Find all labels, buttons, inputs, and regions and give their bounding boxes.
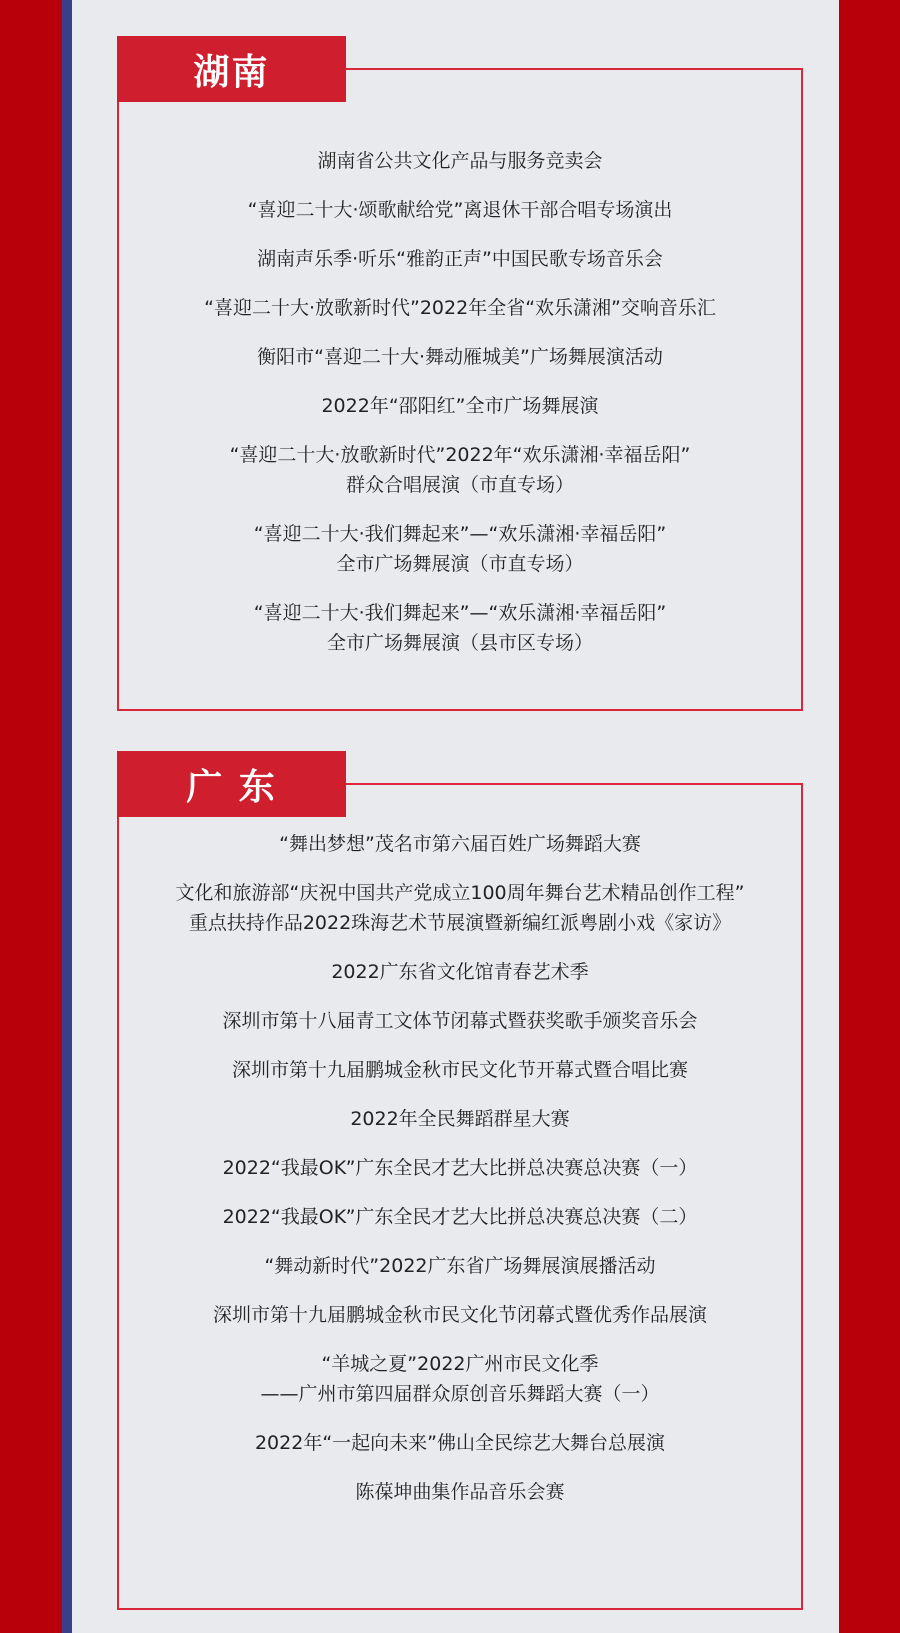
- list-item-line: “喜迎二十大·放歌新时代”2022年全省“欢乐潇湘”交响音乐汇: [204, 297, 716, 319]
- list-item: [257, 342, 663, 372]
- list-item: [355, 1477, 564, 1507]
- list-item-line: 全市广场舞展演（县市区专场）: [326, 632, 593, 654]
- list-item-line: 2022“我最OK”广东全民才艺大比拼总决赛总决赛（一）: [222, 1157, 698, 1179]
- list-item-line: 群众合唱展演（市直专场）: [345, 474, 574, 496]
- list-item-line: 深圳市第十九届鹏城金秋市民文化节闭幕式暨优秀作品展演: [212, 1304, 707, 1326]
- list-item-line: 深圳市第十八届青工文体节闭幕式暨获奖歌手颁奖音乐会: [222, 1010, 698, 1032]
- list-item: [260, 1349, 659, 1409]
- list-item-line: “喜迎二十大·我们舞起来”—“欢乐潇湘·幸福岳阳”: [253, 602, 667, 624]
- list-item: [254, 598, 666, 658]
- list-item-line: 衡阳市“喜迎二十大·舞动雁城美”广场舞展演活动: [257, 346, 663, 368]
- item-list: [117, 829, 803, 1507]
- list-item-line: 陈葆坤曲集作品音乐会赛: [355, 1481, 565, 1503]
- list-item-line: ——广州市第四届群众原创音乐舞蹈大赛（一）: [260, 1383, 660, 1405]
- list-item-line: 文化和旅游部“庆祝中国共产党成立100周年舞台艺术精品创作工程”: [175, 882, 745, 904]
- list-item-line: 湖南声乐季·听乐“雅韵正声”中国民歌专场音乐会: [257, 248, 663, 270]
- list-item: [230, 440, 691, 500]
- section-guangdong: [117, 751, 803, 1610]
- list-item: [222, 1006, 697, 1036]
- section-title: 广 东: [117, 751, 346, 817]
- list-item: [255, 1428, 665, 1458]
- list-item: [264, 1251, 655, 1281]
- list-item: [317, 146, 602, 176]
- list-item: [279, 829, 641, 859]
- list-item: [213, 1300, 707, 1330]
- section-title: 湖南: [117, 36, 346, 102]
- list-item-line: “羊城之夏”2022广州市民文化季: [321, 1353, 599, 1375]
- list-item-line: 2022年“邵阳红”全市广场舞展演: [321, 395, 599, 417]
- list-item-line: 湖南省公共文化产品与服务竞卖会: [317, 150, 603, 172]
- list-item: [204, 293, 716, 323]
- list-item: [248, 195, 673, 225]
- list-item-line: 2022年全民舞蹈群星大赛: [350, 1108, 570, 1130]
- list-item-line: 全市广场舞展演（市直专场）: [336, 553, 584, 575]
- list-item: [321, 391, 598, 421]
- list-item: [223, 1202, 698, 1232]
- list-item: [232, 1055, 688, 1085]
- item-list: [117, 146, 803, 658]
- list-item: [331, 957, 588, 987]
- list-item-line: 2022广东省文化馆青春艺术季: [331, 961, 589, 983]
- list-item-line: 2022“我最OK”广东全民才艺大比拼总决赛总决赛（二）: [222, 1206, 698, 1228]
- list-item: [176, 878, 745, 938]
- list-item-line: “喜迎二十大·我们舞起来”—“欢乐潇湘·幸福岳阳”: [253, 523, 667, 545]
- list-item-line: 2022年“一起向未来”佛山全民综艺大舞台总展演: [254, 1432, 666, 1454]
- list-item-line: “舞出梦想”茂名市第六届百姓广场舞蹈大赛: [279, 833, 641, 855]
- list-item: [254, 519, 666, 579]
- list-item-line: “喜迎二十大·颂歌献给党”离退休干部合唱专场演出: [247, 199, 673, 221]
- list-item-line: “舞动新时代”2022广东省广场舞展演展播活动: [264, 1255, 656, 1277]
- list-item: [223, 1153, 698, 1183]
- list-item: [257, 244, 663, 274]
- section-hunan: [117, 36, 803, 711]
- list-item-line: 重点扶持作品2022珠海艺术节展演暨新编红派粤剧小戏《家访》: [188, 912, 732, 934]
- list-item-line: 深圳市第十九届鹏城金秋市民文化节开幕式暨合唱比赛: [231, 1059, 688, 1081]
- list-item-line: “喜迎二十大·放歌新时代”2022年“欢乐潇湘·幸福岳阳”: [229, 444, 691, 466]
- list-item: [350, 1104, 569, 1134]
